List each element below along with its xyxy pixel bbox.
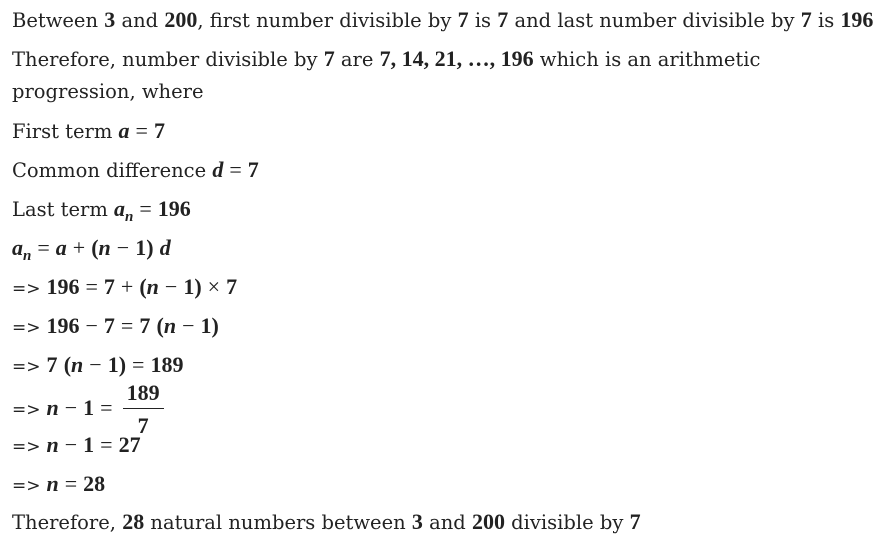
paren: ( [139, 274, 147, 299]
first-term-line [12, 119, 871, 144]
formula-line [12, 236, 871, 268]
number: 28 [122, 509, 145, 534]
text: which is an arithmetic progression, where [12, 48, 761, 103]
paren: ( [156, 313, 164, 338]
minus: − [116, 235, 130, 260]
label: First term [12, 120, 119, 143]
ap-statement [12, 43, 871, 108]
number: 196 [46, 274, 80, 299]
number: 7 [46, 352, 58, 377]
number: 7 [323, 46, 335, 71]
minus: − [164, 274, 178, 299]
conclusion-line [12, 510, 871, 535]
variable: n [46, 395, 59, 420]
variable: a [55, 235, 67, 260]
step-line [12, 472, 871, 498]
variable: n [146, 274, 159, 299]
equals: = [229, 157, 242, 182]
number: 7 [139, 313, 151, 338]
implies-arrow: => [12, 357, 41, 377]
equals: = [64, 471, 78, 496]
implies-arrow: => [12, 279, 41, 299]
paren: ) [211, 313, 219, 338]
value: 7 [247, 157, 259, 182]
text: are [334, 48, 380, 71]
equals: = [100, 395, 113, 420]
step-line [12, 433, 871, 459]
value: 7 [153, 118, 165, 143]
equals: = [85, 274, 98, 299]
number: 27 [118, 432, 141, 457]
number: 7 [103, 274, 115, 299]
equals: = [135, 118, 148, 143]
equals: = [37, 235, 50, 260]
variable: d [159, 235, 171, 260]
variable: a [12, 235, 23, 260]
subscript: n [23, 247, 32, 264]
equals: = [100, 432, 113, 457]
number: 1 [135, 235, 147, 260]
step-line [12, 275, 871, 301]
number: 200 [471, 509, 505, 534]
text: is [468, 9, 498, 32]
last-term-line [12, 197, 871, 229]
implies-arrow: => [12, 476, 41, 496]
text: Between [12, 9, 105, 32]
plus: + [120, 274, 134, 299]
paren: ) [146, 235, 154, 260]
equals: = [120, 313, 134, 338]
number: 200 [164, 7, 198, 32]
fraction [123, 380, 164, 439]
number: 1 [83, 432, 95, 457]
number: 1 [183, 274, 195, 299]
text: , first number divisible by [197, 9, 458, 32]
minus: − [182, 313, 195, 338]
number: 1 [107, 352, 119, 377]
minus: − [64, 432, 78, 457]
number: 7 [497, 7, 509, 32]
step-line [12, 314, 871, 340]
paren: ) [194, 274, 202, 299]
numerator: 189 [123, 380, 164, 409]
number: 196 [840, 7, 874, 32]
variable: n [46, 432, 59, 457]
number: 3 [411, 509, 423, 534]
variable: n [46, 471, 59, 496]
paren: ( [91, 235, 99, 260]
variable: n [98, 235, 111, 260]
minus: − [85, 313, 98, 338]
text: Therefore, number divisible by [12, 48, 324, 71]
variable: d [212, 157, 224, 182]
text: and [115, 9, 165, 32]
equals: = [132, 352, 145, 377]
number: 3 [104, 7, 116, 32]
step-line [12, 353, 871, 379]
variable: n [71, 352, 84, 377]
number: 189 [150, 352, 184, 377]
number: 196 [46, 313, 80, 338]
variable: a [118, 118, 130, 143]
sequence: 7, 14, 21, …, 196 [379, 46, 534, 71]
denominator: 7 [137, 413, 149, 438]
number: 1 [200, 313, 212, 338]
text: and last number divisible by [508, 9, 801, 32]
implies-arrow: => [12, 318, 41, 338]
implies-arrow: => [12, 400, 41, 420]
times: × [207, 274, 221, 299]
intro-line [12, 7, 874, 33]
paren: ( [63, 352, 72, 377]
variable: a [114, 196, 126, 221]
common-difference-line [12, 158, 871, 183]
subscript: n [125, 208, 134, 225]
number: 1 [83, 395, 95, 420]
fraction-step-line [12, 380, 871, 439]
number: 7 [457, 7, 469, 32]
plus: + [72, 235, 86, 260]
number: 7 [800, 7, 812, 32]
text: is [811, 9, 841, 32]
number: 7 [103, 313, 115, 338]
value: 196 [157, 196, 191, 221]
minus: − [89, 352, 102, 377]
number: 7 [226, 274, 238, 299]
variable: n [163, 313, 177, 338]
label: Last term [12, 198, 115, 221]
minus: − [64, 395, 78, 420]
text: Therefore, [12, 511, 123, 534]
equals: = [139, 196, 152, 221]
number: 28 [83, 471, 106, 496]
label: Common difference [12, 159, 213, 182]
text: natural numbers between [144, 511, 412, 534]
text: and [422, 511, 472, 534]
number: 7 [629, 509, 641, 534]
text: divisible by [504, 511, 630, 534]
paren: ) [118, 352, 127, 377]
implies-arrow: => [12, 437, 41, 457]
